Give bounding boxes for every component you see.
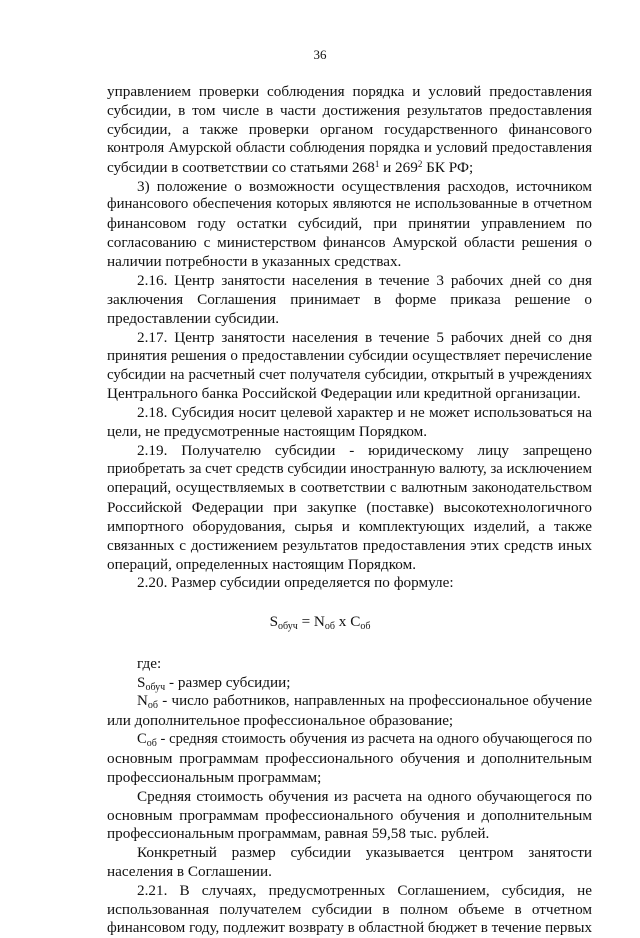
text-line: субсидии в соответствии со статьями $268^1$ и $269^2$ БК РФ; <box>107 158 474 176</box>
text-line: субсидии на расчетный счет получателя субсидии, открытый в учреждениях <box>107 366 592 383</box>
formula: $S_{обуч} = N_{об}$ x $C_{об}$ <box>269 613 371 633</box>
text-line: 2.18. Субсидия носит целевой характер и не может использоваться на <box>137 404 592 422</box>
text-line: основным программам профессионального обучения и дополнительным <box>107 749 592 767</box>
text-line: управлением проверки соблюдения порядка и условий предоставления <box>107 83 592 100</box>
text-line: 3) положение о возможности осуществления расходов, источником <box>137 177 592 195</box>
text-line: импортного оборудования, сырья и комплектующих изделий, а также <box>107 517 592 535</box>
text-line: профессиональным программам; <box>107 768 322 786</box>
text-line: профессиональным программам, равная 59,58 тыс. рублей. <box>107 825 490 843</box>
text-line: контроля Амурской области соблюдения порядка и условий предоставления <box>107 139 592 156</box>
text-line: связанных с достижением результатов предоставления этих средств иных <box>107 536 592 554</box>
text-line: использованная получателем субсидии в полном объеме в отчетном <box>107 901 592 918</box>
page-number: 36 <box>313 47 327 62</box>
text-line: 2.17. Центр занятости населения в течение 5 рабочих дней со дня <box>137 328 592 346</box>
text-line: финансового обеспечения которых являются не использованные в отчетном <box>107 196 592 213</box>
text-line: 2.16. Центр занятости населения в течение 3 рабочих дней со дня <box>137 272 592 289</box>
text-line: операций, осуществляемых в соответствии с валютным законодательством <box>107 479 592 496</box>
text-line: Центрального банка Российской Федерации или кредитной организации. <box>107 385 581 403</box>
text-line: финансовом году, подлежит возврату в областной бюджет в течение первых <box>107 919 592 936</box>
text-line: $N_{об}$ - число работников, направленных на профессиональное обучение <box>137 693 592 712</box>
text-line: Средняя стоимость обучения из расчета на одного обучающегося по <box>137 787 592 805</box>
where-label: где: <box>137 655 162 673</box>
text-line: субсидии, а также проверки органом государственного финансового <box>107 120 592 138</box>
text-line: основным программам профессионального обучения и дополнительным <box>107 806 592 824</box>
text-line: 2.21. В случаях, предусмотренных Соглашением, субсидия, не <box>137 882 592 900</box>
text-line: 2.19. Получателю субсидии - юридическому лицу запрещено <box>137 442 592 460</box>
text-line: принятия решения о предоставлении субсидии осуществляет перечисление <box>107 347 592 364</box>
paragraph-2-20: 2.20. Размер субсидии определяется по формуле: <box>137 574 454 592</box>
text-line: предоставлении субсидии. <box>107 309 280 327</box>
text-line: населения в Соглашении. <box>107 863 272 881</box>
text-line: $С_{об}$ - средняя стоимость обучения из расчета на одного обучающегося по <box>137 730 592 749</box>
text-line: Российской Федерации при закупке (поставке) высокотехнологичного <box>107 498 592 516</box>
text-line: или дополнительное профессиональное образование; <box>107 712 454 729</box>
text-line: согласованию с министерством финансов Амурской области решения о <box>107 234 592 252</box>
text-line: заключения Соглашения принимает в форме приказа решение о <box>107 290 592 308</box>
text-line: субсидии, в том числе в части достижения результатов предоставления <box>107 101 592 119</box>
text-line: операций, определенных настоящим Порядком. <box>107 555 417 573</box>
text-line: цели, не предусмотренные настоящим Порядком. <box>107 423 428 441</box>
text-line: финансовом году остатки субсидий, при принятии управлением по <box>107 215 592 233</box>
text-line: приобретать за счет средств субсидии иностранную валюту, за исключением <box>107 461 592 477</box>
text-line: Конкретный размер субсидии указывается центром занятости <box>137 844 592 862</box>
text-line: наличии потребности в указанных средствах. <box>107 253 402 271</box>
definition-s: $S_{обуч}$ - размер субсидии; <box>137 674 291 694</box>
